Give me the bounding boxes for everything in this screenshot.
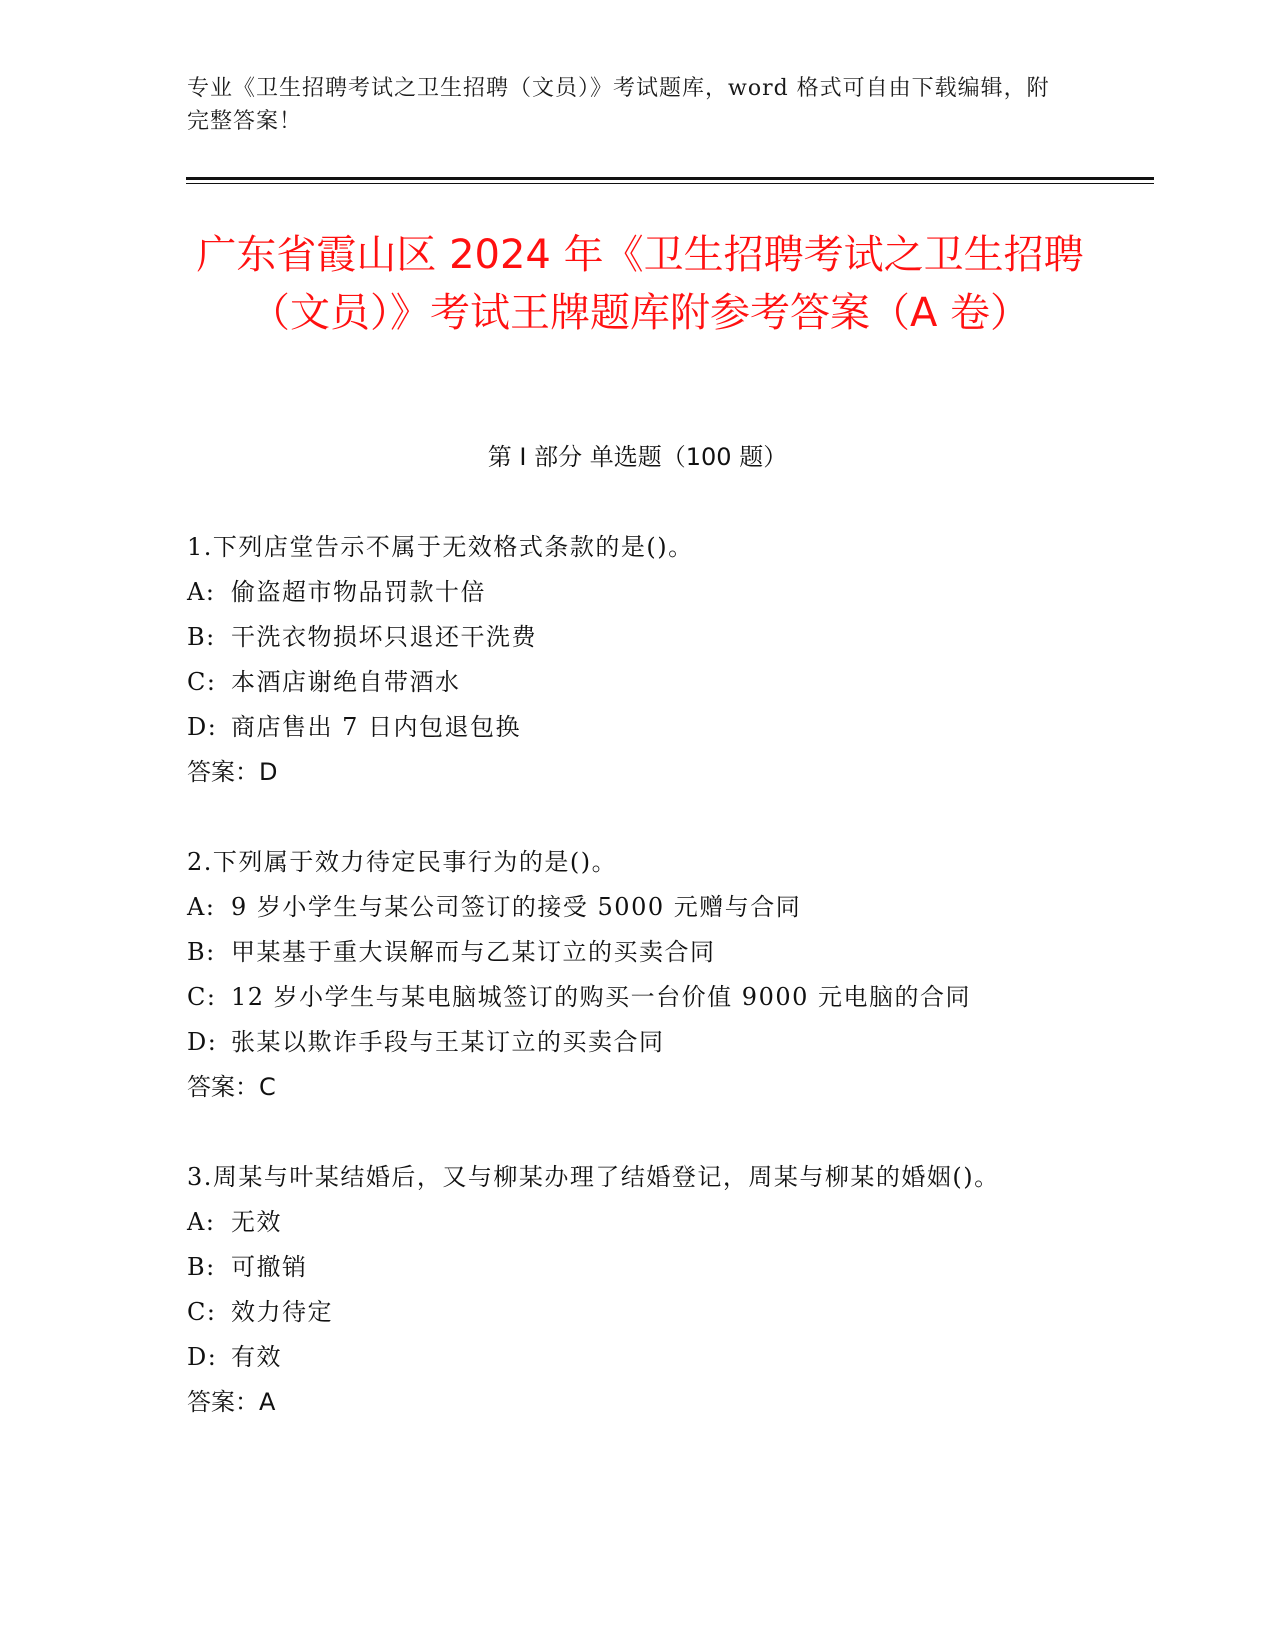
option-text: 无效 [231,1208,282,1236]
option-key: C: [187,668,217,696]
question-stem: 3.周某与叶某结婚后，又与柳某办理了结婚登记，周某与柳某的婚姻()。 [187,1163,1000,1191]
option-key: C: [187,1298,217,1326]
section-title: 第 I 部分 单选题（100 题） [487,443,788,471]
option-d [187,705,1067,750]
option-b [187,930,1067,975]
option-key: B: [187,1253,216,1281]
option-key: D: [187,1028,218,1056]
option-text: 偷盗超市物品罚款十倍 [231,578,486,606]
option-text: 12 岁小学生与某电脑城签订的购买一台价值 9000 元电脑的合同 [231,983,972,1011]
option-a [187,570,1067,615]
option-c [187,1290,1067,1335]
option-text: 本酒店谢绝自带酒水 [231,668,461,696]
option-b [187,615,1067,660]
option-text: 可撤销 [231,1253,308,1281]
option-a [187,885,1067,930]
option-key: D: [187,1343,218,1371]
option-text: 张某以欺诈手段与王某订立的买卖合同 [231,1028,665,1056]
option-text: 甲某基于重大误解而与乙某订立的买卖合同 [231,938,716,966]
header-divider-thin [186,183,1154,184]
option-key: A: [187,1208,216,1236]
option-key: A: [187,578,216,606]
answer-line: 答案：D [187,758,278,786]
option-c [187,660,1067,705]
question-item [187,840,1067,1110]
question-stem: 2.下列属于效力待定民事行为的是()。 [187,848,618,876]
answer-line: 答案：A [187,1388,276,1416]
option-key: D: [187,713,218,741]
option-d [187,1335,1067,1380]
option-key: C: [187,983,217,1011]
option-c [187,975,1067,1020]
option-key: B: [187,938,216,966]
option-key: A: [187,893,216,921]
option-text: 干洗衣物损坏只退还干洗费 [231,623,537,651]
question-item [187,1155,1067,1425]
answer-line: 答案：C [187,1073,276,1101]
option-text: 有效 [231,1343,282,1371]
question-stem: 1.下列店堂告示不属于无效格式条款的是()。 [187,533,694,561]
option-b [187,1245,1067,1290]
option-a [187,1200,1067,1245]
option-text: 9 岁小学生与某公司签订的接受 5000 元赠与合同 [231,893,802,921]
header-divider [186,177,1154,180]
option-key: B: [187,623,216,651]
option-d [187,1020,1067,1065]
option-text: 效力待定 [231,1298,333,1326]
header-note: 专业《卫生招聘考试之卫生招聘（文员）》考试题库，word 格式可自由下载编辑，附完整答案！ [187,76,1050,134]
option-text: 商店售出 7 日内包退包换 [231,713,522,741]
question-item [187,525,1067,795]
document-title: 广东省霞山区 2024 年《卫生招聘考试之卫生招聘（文员）》考试王牌题库附参考答案（A 卷） [196,232,1084,336]
